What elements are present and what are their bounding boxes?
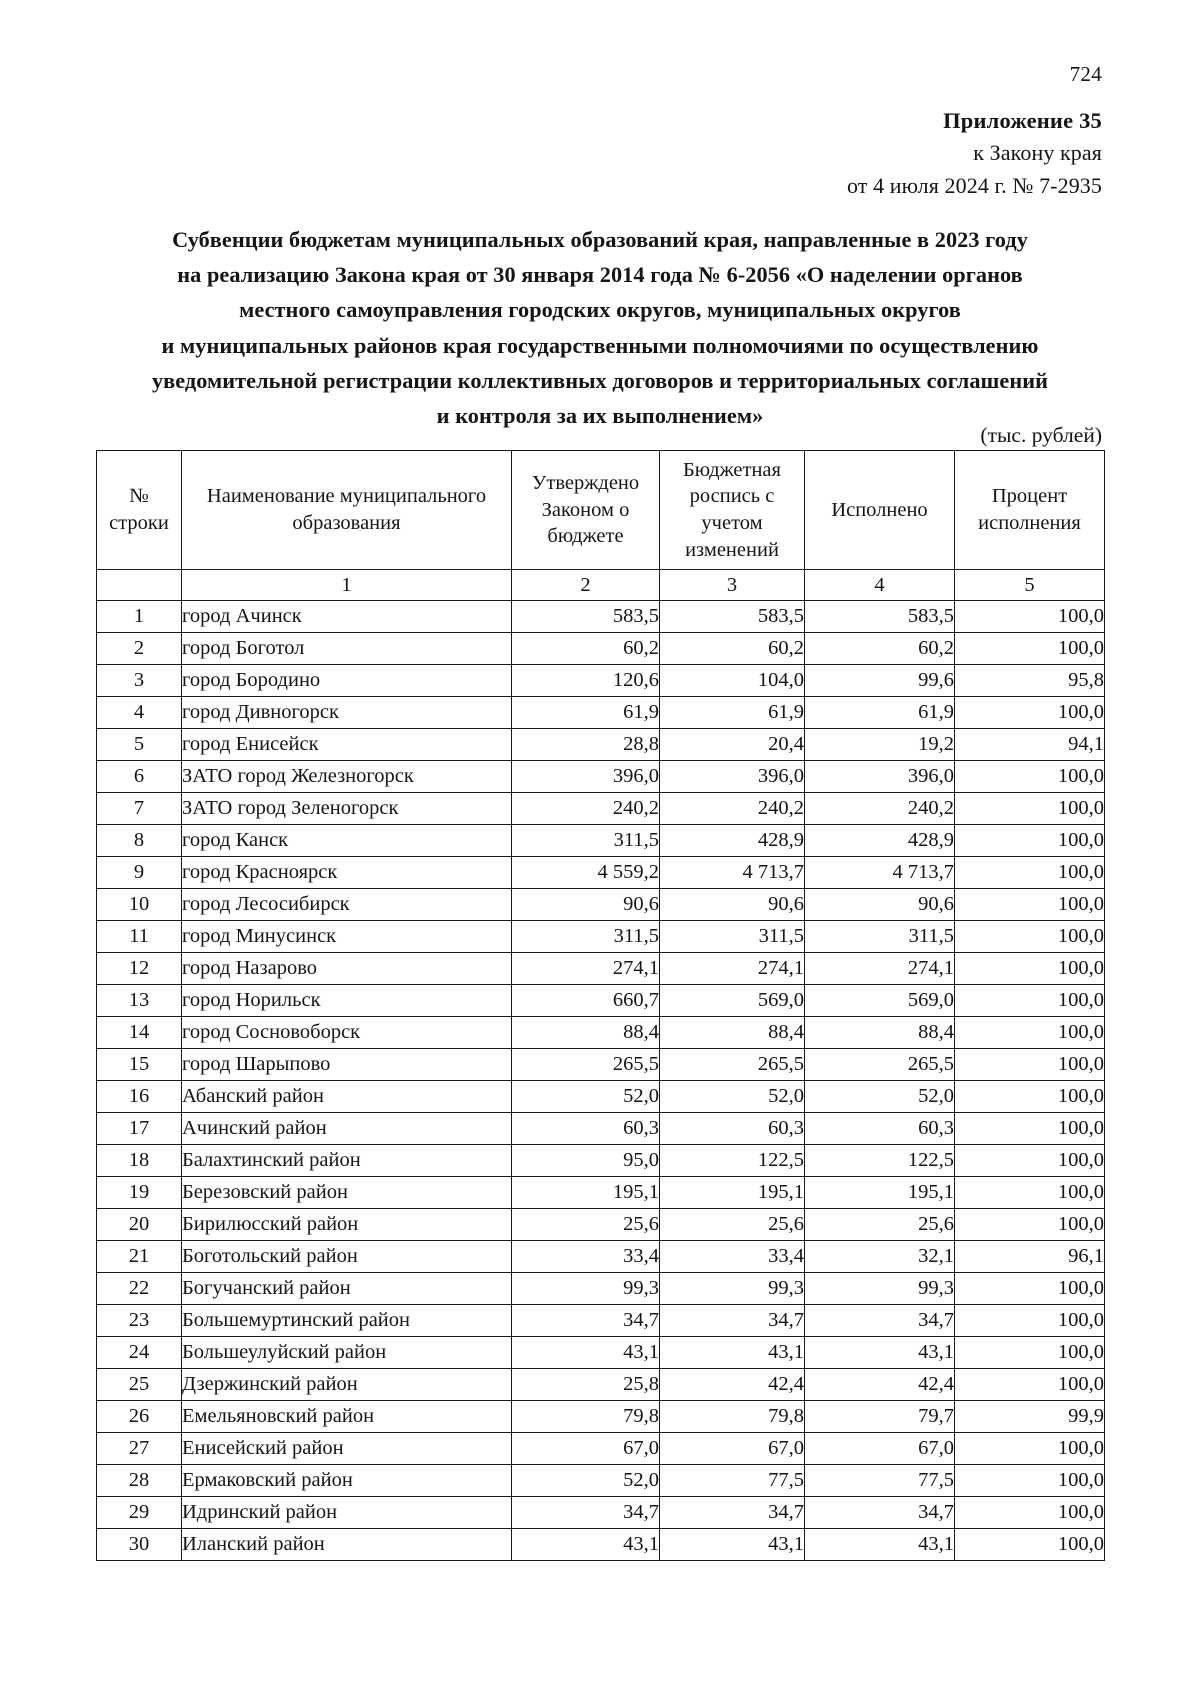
- cell-approved: 88,4: [512, 1017, 660, 1049]
- cell-municipality-name: город Шарыпово: [182, 1049, 512, 1081]
- cell-municipality-name: Ермаковский район: [182, 1465, 512, 1497]
- cell-approved: 43,1: [512, 1337, 660, 1369]
- cell-municipality-name: Балахтинский район: [182, 1145, 512, 1177]
- table-row: [97, 633, 1105, 665]
- cell-municipality-name: ЗАТО город Железногорск: [182, 761, 512, 793]
- cell-percent: 100,0: [955, 857, 1105, 889]
- cell-budget-schedule: 79,8: [660, 1401, 805, 1433]
- cell-executed: 311,5: [805, 921, 955, 953]
- column-number-row: [97, 570, 1105, 601]
- cell-executed: 42,4: [805, 1369, 955, 1401]
- cell-percent: 100,0: [955, 1305, 1105, 1337]
- cell-row-number: 15: [97, 1049, 182, 1081]
- cell-municipality-name: Иланский район: [182, 1529, 512, 1561]
- cell-budget-schedule: 67,0: [660, 1433, 805, 1465]
- table-row: [97, 1241, 1105, 1273]
- cell-approved: 67,0: [512, 1433, 660, 1465]
- cell-row-number: 18: [97, 1145, 182, 1177]
- cell-approved: 79,8: [512, 1401, 660, 1433]
- cell-approved: 60,3: [512, 1113, 660, 1145]
- cell-percent: 100,0: [955, 1145, 1105, 1177]
- table-row: [97, 1305, 1105, 1337]
- cell-percent: 100,0: [955, 1081, 1105, 1113]
- cell-budget-schedule: 122,5: [660, 1145, 805, 1177]
- cell-row-number: 22: [97, 1273, 182, 1305]
- column-header-executed: Исполнено: [805, 451, 955, 570]
- cell-municipality-name: город Ачинск: [182, 601, 512, 633]
- cell-municipality-name: Боготольский район: [182, 1241, 512, 1273]
- cell-percent: 94,1: [955, 729, 1105, 761]
- cell-municipality-name: город Дивногорск: [182, 697, 512, 729]
- cell-executed: 428,9: [805, 825, 955, 857]
- cell-percent: 100,0: [955, 697, 1105, 729]
- cell-budget-schedule: 274,1: [660, 953, 805, 985]
- table-row: [97, 1433, 1105, 1465]
- cell-approved: 61,9: [512, 697, 660, 729]
- table-row: [97, 665, 1105, 697]
- column-header-approved: Утверждено Законом о бюджете: [512, 451, 660, 570]
- table-row: [97, 1497, 1105, 1529]
- cell-budget-schedule: 195,1: [660, 1177, 805, 1209]
- cell-row-number: 23: [97, 1305, 182, 1337]
- cell-percent: 100,0: [955, 921, 1105, 953]
- cell-budget-schedule: 428,9: [660, 825, 805, 857]
- table-row: [97, 1081, 1105, 1113]
- cell-executed: 396,0: [805, 761, 955, 793]
- cell-row-number: 8: [97, 825, 182, 857]
- cell-approved: 396,0: [512, 761, 660, 793]
- cell-approved: 95,0: [512, 1145, 660, 1177]
- table-row: [97, 1113, 1105, 1145]
- cell-percent: 100,0: [955, 1177, 1105, 1209]
- cell-budget-schedule: 90,6: [660, 889, 805, 921]
- cell-executed: 79,7: [805, 1401, 955, 1433]
- table-row: [97, 1273, 1105, 1305]
- cell-budget-schedule: 60,3: [660, 1113, 805, 1145]
- cell-executed: 265,5: [805, 1049, 955, 1081]
- cell-municipality-name: Большемуртинский район: [182, 1305, 512, 1337]
- cell-budget-schedule: 569,0: [660, 985, 805, 1017]
- cell-percent: 100,0: [955, 1209, 1105, 1241]
- cell-row-number: 11: [97, 921, 182, 953]
- cell-percent: 100,0: [955, 601, 1105, 633]
- cell-row-number: 10: [97, 889, 182, 921]
- cell-executed: 67,0: [805, 1433, 955, 1465]
- table-row: [97, 729, 1105, 761]
- column-number-5: 5: [955, 570, 1105, 601]
- cell-budget-schedule: 4 713,7: [660, 857, 805, 889]
- table-row: [97, 601, 1105, 633]
- cell-budget-schedule: 43,1: [660, 1337, 805, 1369]
- column-number-4: 4: [805, 570, 955, 601]
- cell-municipality-name: Богучанский район: [182, 1273, 512, 1305]
- cell-percent: 100,0: [955, 825, 1105, 857]
- cell-approved: 265,5: [512, 1049, 660, 1081]
- cell-municipality-name: Дзержинский район: [182, 1369, 512, 1401]
- cell-row-number: 1: [97, 601, 182, 633]
- cell-executed: 4 713,7: [805, 857, 955, 889]
- cell-municipality-name: Идринский район: [182, 1497, 512, 1529]
- cell-executed: 88,4: [805, 1017, 955, 1049]
- cell-budget-schedule: 60,2: [660, 633, 805, 665]
- cell-municipality-name: город Сосновоборск: [182, 1017, 512, 1049]
- table-row: [97, 1529, 1105, 1561]
- table-row: [97, 1401, 1105, 1433]
- units-note: (тыс. рублей): [980, 423, 1102, 447]
- appendix-title: Приложение 35: [943, 108, 1102, 133]
- cell-percent: 100,0: [955, 1273, 1105, 1305]
- cell-row-number: 13: [97, 985, 182, 1017]
- cell-approved: 52,0: [512, 1465, 660, 1497]
- table-row: [97, 1017, 1105, 1049]
- column-header-municipality-name: Наименование муниципального образования: [182, 451, 512, 570]
- cell-approved: 583,5: [512, 601, 660, 633]
- cell-budget-schedule: 20,4: [660, 729, 805, 761]
- cell-approved: 240,2: [512, 793, 660, 825]
- cell-municipality-name: город Бородино: [182, 665, 512, 697]
- cell-row-number: 3: [97, 665, 182, 697]
- cell-row-number: 14: [97, 1017, 182, 1049]
- cell-percent: 100,0: [955, 985, 1105, 1017]
- cell-row-number: 6: [97, 761, 182, 793]
- cell-budget-schedule: 61,9: [660, 697, 805, 729]
- cell-percent: 100,0: [955, 633, 1105, 665]
- cell-budget-schedule: 34,7: [660, 1497, 805, 1529]
- cell-row-number: 21: [97, 1241, 182, 1273]
- cell-municipality-name: город Боготол: [182, 633, 512, 665]
- cell-municipality-name: город Назарово: [182, 953, 512, 985]
- subvention-table: [96, 450, 1105, 1561]
- cell-budget-schedule: 88,4: [660, 1017, 805, 1049]
- cell-approved: 90,6: [512, 889, 660, 921]
- cell-executed: 99,6: [805, 665, 955, 697]
- table-head: [97, 451, 1105, 601]
- cell-budget-schedule: 77,5: [660, 1465, 805, 1497]
- column-header-budget-schedule: Бюджетная роспись с учетом изменений: [660, 451, 805, 570]
- cell-executed: 583,5: [805, 601, 955, 633]
- cell-percent: 100,0: [955, 1337, 1105, 1369]
- cell-budget-schedule: 33,4: [660, 1241, 805, 1273]
- cell-municipality-name: Большеулуйский район: [182, 1337, 512, 1369]
- cell-approved: 28,8: [512, 729, 660, 761]
- cell-approved: 311,5: [512, 825, 660, 857]
- cell-budget-schedule: 99,3: [660, 1273, 805, 1305]
- cell-percent: 100,0: [955, 889, 1105, 921]
- document-title-line-3: местного самоуправления городских округов, муниципальных округов: [239, 297, 961, 323]
- table-row: [97, 1177, 1105, 1209]
- column-header-row-number: № строки: [97, 451, 182, 570]
- cell-row-number: 24: [97, 1337, 182, 1369]
- cell-budget-schedule: 396,0: [660, 761, 805, 793]
- table-row: [97, 1049, 1105, 1081]
- cell-percent: 100,0: [955, 1017, 1105, 1049]
- cell-row-number: 19: [97, 1177, 182, 1209]
- cell-row-number: 30: [97, 1529, 182, 1561]
- table-body: [97, 601, 1105, 1561]
- cell-row-number: 12: [97, 953, 182, 985]
- cell-municipality-name: ЗАТО город Зеленогорск: [182, 793, 512, 825]
- cell-executed: 60,3: [805, 1113, 955, 1145]
- column-header-percent: Процент исполнения: [955, 451, 1105, 570]
- cell-budget-schedule: 52,0: [660, 1081, 805, 1113]
- column-number-1: 1: [182, 570, 512, 601]
- table-row: [97, 793, 1105, 825]
- table-row: [97, 857, 1105, 889]
- cell-percent: 100,0: [955, 1529, 1105, 1561]
- document-title-line-5: уведомительной регистрации коллективных договоров и территориальных соглашений: [151, 367, 1049, 393]
- cell-budget-schedule: 34,7: [660, 1305, 805, 1337]
- cell-approved: 4 559,2: [512, 857, 660, 889]
- appendix-law-date-number: от 4 июля 2024 г. № 7-2935: [846, 172, 1102, 198]
- cell-executed: 274,1: [805, 953, 955, 985]
- cell-municipality-name: Березовский район: [182, 1177, 512, 1209]
- cell-percent: 100,0: [955, 793, 1105, 825]
- cell-municipality-name: город Минусинск: [182, 921, 512, 953]
- cell-percent: 95,8: [955, 665, 1105, 697]
- cell-municipality-name: город Красноярск: [182, 857, 512, 889]
- cell-approved: 25,8: [512, 1369, 660, 1401]
- cell-budget-schedule: 42,4: [660, 1369, 805, 1401]
- table-row: [97, 953, 1105, 985]
- cell-approved: 33,4: [512, 1241, 660, 1273]
- column-number-2: 2: [512, 570, 660, 601]
- cell-budget-schedule: 265,5: [660, 1049, 805, 1081]
- cell-budget-schedule: 43,1: [660, 1529, 805, 1561]
- cell-municipality-name: город Норильск: [182, 985, 512, 1017]
- subvention-table-container: [96, 450, 1104, 1561]
- cell-row-number: 20: [97, 1209, 182, 1241]
- cell-percent: 100,0: [955, 1465, 1105, 1497]
- cell-executed: 43,1: [805, 1529, 955, 1561]
- appendix-law-reference: к Закону края: [973, 140, 1102, 166]
- cell-percent: 100,0: [955, 1433, 1105, 1465]
- cell-municipality-name: Енисейский район: [182, 1433, 512, 1465]
- cell-approved: 274,1: [512, 953, 660, 985]
- cell-budget-schedule: 583,5: [660, 601, 805, 633]
- cell-percent: 96,1: [955, 1241, 1105, 1273]
- cell-approved: 52,0: [512, 1081, 660, 1113]
- table-row: [97, 1145, 1105, 1177]
- cell-row-number: 17: [97, 1113, 182, 1145]
- cell-percent: 100,0: [955, 953, 1105, 985]
- column-number-3: 3: [660, 570, 805, 601]
- cell-executed: 19,2: [805, 729, 955, 761]
- cell-budget-schedule: 25,6: [660, 1209, 805, 1241]
- cell-approved: 195,1: [512, 1177, 660, 1209]
- cell-budget-schedule: 240,2: [660, 793, 805, 825]
- cell-municipality-name: город Канск: [182, 825, 512, 857]
- cell-row-number: 4: [97, 697, 182, 729]
- cell-percent: 100,0: [955, 1497, 1105, 1529]
- cell-approved: 120,6: [512, 665, 660, 697]
- cell-approved: 25,6: [512, 1209, 660, 1241]
- cell-row-number: 25: [97, 1369, 182, 1401]
- document-title: [88, 222, 1112, 433]
- cell-executed: 60,2: [805, 633, 955, 665]
- cell-executed: 569,0: [805, 985, 955, 1017]
- cell-row-number: 16: [97, 1081, 182, 1113]
- cell-approved: 99,3: [512, 1273, 660, 1305]
- cell-executed: 240,2: [805, 793, 955, 825]
- document-title-line-1: Субвенции бюджетам муниципальных образований края, направленные в 2023 году: [172, 227, 1028, 252]
- cell-executed: 122,5: [805, 1145, 955, 1177]
- cell-executed: 61,9: [805, 697, 955, 729]
- document-title-line-6: и контроля за их выполнением»: [436, 403, 764, 429]
- cell-executed: 77,5: [805, 1465, 955, 1497]
- cell-municipality-name: Ачинский район: [182, 1113, 512, 1145]
- cell-percent: 99,9: [955, 1401, 1105, 1433]
- cell-row-number: 9: [97, 857, 182, 889]
- cell-executed: 195,1: [805, 1177, 955, 1209]
- cell-municipality-name: Емельяновский район: [182, 1401, 512, 1433]
- cell-approved: 34,7: [512, 1305, 660, 1337]
- cell-municipality-name: Бирилюсский район: [182, 1209, 512, 1241]
- cell-row-number: 28: [97, 1465, 182, 1497]
- table-row: [97, 1209, 1105, 1241]
- table-row: [97, 921, 1105, 953]
- cell-row-number: 26: [97, 1401, 182, 1433]
- cell-executed: 90,6: [805, 889, 955, 921]
- cell-percent: 100,0: [955, 761, 1105, 793]
- table-row: [97, 985, 1105, 1017]
- cell-municipality-name: город Енисейск: [182, 729, 512, 761]
- document-title-line-2: на реализацию Закона края от 30 января 2014 года № 6-2056 «О наделении органов: [177, 262, 1023, 288]
- table-row: [97, 1369, 1105, 1401]
- table-row: [97, 889, 1105, 921]
- cell-budget-schedule: 311,5: [660, 921, 805, 953]
- cell-executed: 43,1: [805, 1337, 955, 1369]
- cell-executed: 32,1: [805, 1241, 955, 1273]
- cell-executed: 34,7: [805, 1305, 955, 1337]
- cell-row-number: 7: [97, 793, 182, 825]
- cell-executed: 99,3: [805, 1273, 955, 1305]
- cell-percent: 100,0: [955, 1369, 1105, 1401]
- cell-percent: 100,0: [955, 1049, 1105, 1081]
- cell-municipality-name: город Лесосибирск: [182, 889, 512, 921]
- table-row: [97, 761, 1105, 793]
- table-row: [97, 1465, 1105, 1497]
- table-row: [97, 825, 1105, 857]
- page-number: 724: [1069, 62, 1102, 86]
- table-header-row: [97, 451, 1105, 570]
- cell-row-number: 29: [97, 1497, 182, 1529]
- cell-approved: 60,2: [512, 633, 660, 665]
- cell-approved: 660,7: [512, 985, 660, 1017]
- cell-executed: 34,7: [805, 1497, 955, 1529]
- cell-executed: 52,0: [805, 1081, 955, 1113]
- cell-approved: 34,7: [512, 1497, 660, 1529]
- appendix-reference-block: [847, 104, 1102, 202]
- cell-approved: 311,5: [512, 921, 660, 953]
- table-row: [97, 697, 1105, 729]
- cell-percent: 100,0: [955, 1113, 1105, 1145]
- cell-executed: 25,6: [805, 1209, 955, 1241]
- table-row: [97, 1337, 1105, 1369]
- document-title-line-4: и муниципальных районов края государственными полномочиями по осуществлению: [161, 332, 1039, 358]
- cell-row-number: 27: [97, 1433, 182, 1465]
- cell-budget-schedule: 104,0: [660, 665, 805, 697]
- cell-approved: 43,1: [512, 1529, 660, 1561]
- cell-row-number: 2: [97, 633, 182, 665]
- column-number-0: [97, 570, 182, 601]
- cell-municipality-name: Абанский район: [182, 1081, 512, 1113]
- cell-row-number: 5: [97, 729, 182, 761]
